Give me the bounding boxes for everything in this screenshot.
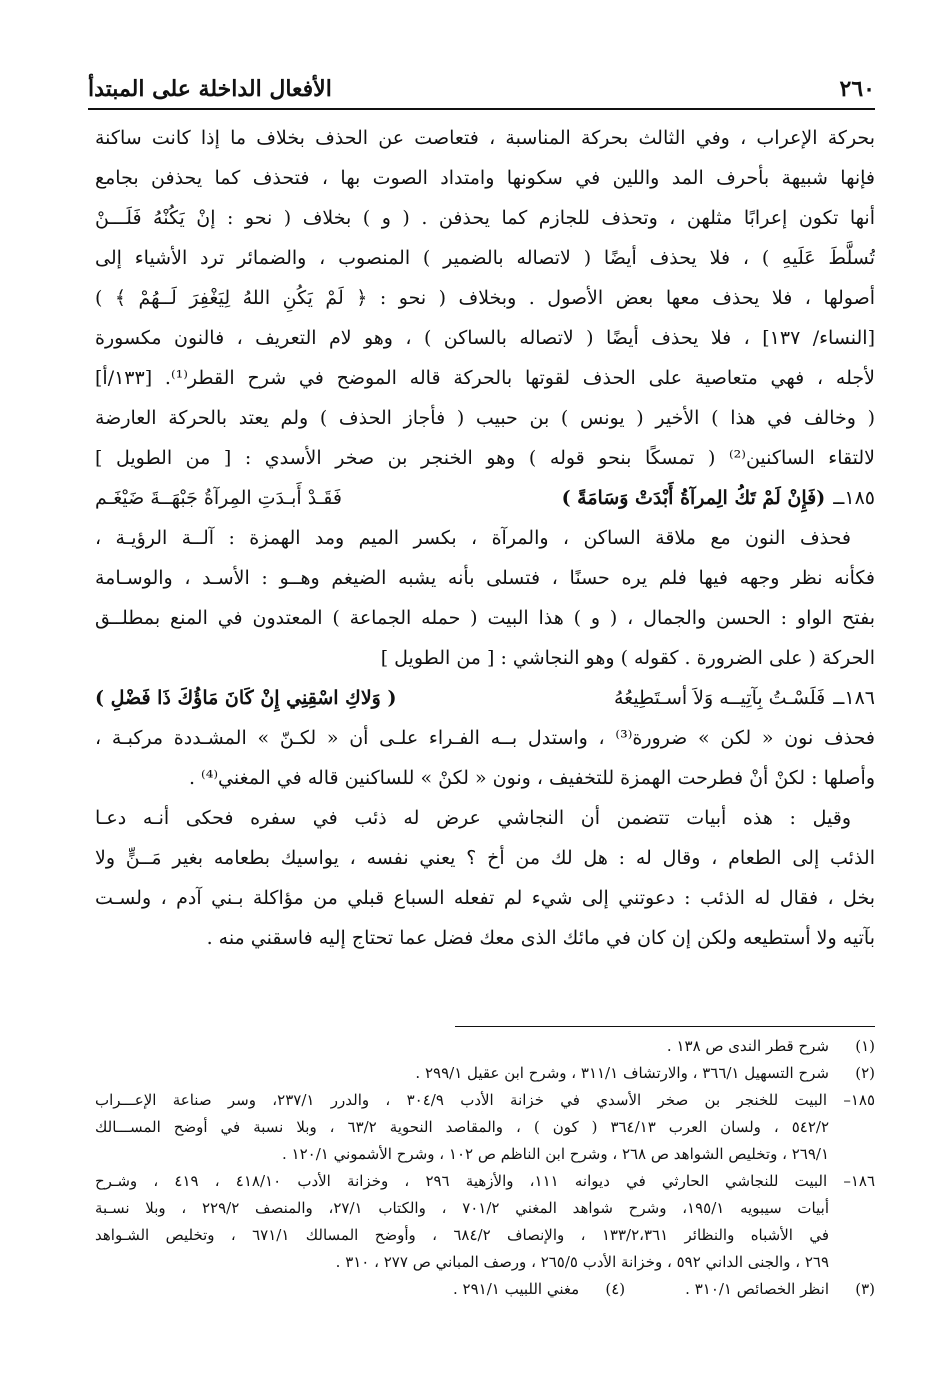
text-line: بآتيه ولا أستطيعه ولكن إن كان في مائك الذى معك فضل عما تحتاج إليه فاسقني منه . [206, 927, 875, 949]
footnote-line: في الأشباه والنظائر ١٣٣/٢،٣٦١ ، والإنصاف ٦٨٤/٢ ، وأوضح المسالك ٦٧١/١ ، وتخليص الشـواهد [95, 1226, 829, 1244]
footnote-rule [455, 1026, 875, 1027]
text-line: الذئب إلى الطعام ، وقال له : هل لك من أخ ؟ يعني نفسه ، يواسيك بطعامه بغير مَــنٍّ ولا [95, 847, 875, 869]
verse-first-hemistich: فَلَسْـتُ بِآتِيــه وَلاَ أسـتَطِيعُهُ [613, 687, 826, 709]
footnote-line: ٢٦٩/١ ، وتخليص الشواهد ص ٢٦٨ ، وشرح ابن الناظم ص ١٠٢ ، وشرح الأشموني ١٢٠/١ . [281, 1145, 829, 1163]
text-line: بفتح الواو : الحسن والجمال ، ( و ) هذا البيت ( حمله الجماعة ) المعتدون في المنع بمطلــق [95, 607, 875, 629]
footnote-4 [453, 1276, 625, 1303]
footnote-text: شرح قطر الندى ص ١٣٨ . [666, 1037, 829, 1055]
verse-number: ١٨٥ــ [833, 487, 875, 509]
text-line: أنها تكون إعرابًا مثلهن ، وتحذف للجازم كما يحذفن . ( و ) بخلاف ( نحو : إنْ يَكُنْهُ فَلَـــنْ [95, 207, 875, 229]
footnote-line: أبيات سيبويه ١٩٥/١، وشرح شواهد المغني ٧٠١/٢ ، والكتاب ٢٧/١، والمنصف ٢٢٩/٢ ، وبلا نسـبة [95, 1199, 829, 1217]
footnote-text: انظر الخصائص ٣١٠/١ . [685, 1280, 829, 1298]
text-line: أصولها ، فلا يحذف معها بعض الأصول . وبخلاف ( نحو : ﴿ لَمْ يَكُنِ اللهُ لِيَغْفِرَ لَــهُمْ ﴾ ) [95, 287, 875, 309]
running-title: الأفعال الداخلة على المبتدأ [88, 76, 332, 102]
text-line: لأجله ، فهي متعاصية على الحذف لقوتها بالحركة قاله الموضح في شرح القطر⁽¹⁾. [١٣٣/أ] [95, 367, 875, 389]
verse-first-hemistich: (فَإِنْ لَمْ تَكُ الِمرآةُ أَبْدَتْ وَسَامَةً ) [561, 487, 826, 509]
footnote-label: (٢) [855, 1064, 875, 1082]
text-line: ( وخالف في هذا ) الأخير ( يونس ) بن حبيب ( فأجاز الحذف ) ولم يعتد بالحركة العارضة [95, 407, 875, 429]
main-text [95, 118, 875, 958]
footnote-1 [95, 1033, 875, 1060]
text-line: بحركة الإعراب ، وفي الثالث بحركة المناسبة ، فتعاصت عن الحذف بخلاف ما إذا كانت ساكنة [95, 127, 875, 149]
text-line: تُسلَّطَ عَلَيهِ ) ، فلا يحذف أيضًا ( لاتصاله بالضمير ) المنصوب ، والضمائر ترد الأشياء إلى [95, 247, 875, 269]
footnote-2 [95, 1060, 875, 1087]
text-line: فكأنه نظر وجهه فيها فلم يره حسنًا ، فتسلى بأنه يشبه الضيغم وهــو : الأسـد ، والوسـامة [95, 567, 875, 589]
verse-185 [95, 478, 875, 518]
verse-186 [95, 678, 875, 718]
footnote-label: (١) [855, 1037, 875, 1055]
text-line: فحذف نون « لكن » ضرورة⁽³⁾ ، واستدل بــه الفـراء علـى أن « لكـنّ » المشـددة مركبـة ، [95, 727, 875, 749]
footnote-text: مغني اللبيب ٢٩١/١ . [453, 1280, 580, 1298]
text-line: وأصلها : لكنْ أنْ فطرحت الهمزة للتخفيف ، ونون « لكنْ » للساكنين قاله في المغني⁽⁴⁾ . [188, 767, 875, 789]
footnote-3 [685, 1276, 875, 1303]
footnote-text: شرح التسهيل ٣٦٦/١ ، والارتشاف ٣١١/١ ، وشرح ابن عقيل ٢٩٩/١ . [415, 1064, 829, 1082]
footnote-line: ١٨٥– البيت للخنجر بن صخر الأسدي في خزانة الأدب ٣٠٤/٩ ، والدرر ٢٣٧/١، وسر صناعة الإعـــراب [95, 1091, 875, 1109]
text-line: لالتقاء الساكنين⁽²⁾ ( تمسكًا بنحو قوله ) وهو الخنجر بن صخر الأسدي : [ من الطويل ] [95, 447, 875, 469]
header-rule [88, 108, 875, 110]
text-line: وقيل : هذه أبيات تتضمن أن النجاشي عرض له ذئب في سفره فحكى أنـه دعـا [95, 807, 851, 829]
text-line: بخل ، فقال له الذئب : دعوتني إلى شيء لم تفعله السباع قبلي من مؤاكلة بـني آدم ، ولسـت [95, 887, 875, 909]
text-line: فحذف النون مع ملاقة الساكن ، والمرآة ، بكسر الميم ومد الهمزة : آلــة الرؤيـة ، [95, 527, 851, 549]
footnote-label: (٤) [605, 1280, 626, 1298]
page-header [88, 72, 875, 106]
footnote-line: ١٨٦– البيت للنجاشي الحارثي في ديوانه ١١١، والأزهية ٢٩٦ ، وخزانة الأدب ٤١٨/١٠ ، ٤١٩ ، وشـرح [95, 1172, 875, 1190]
verse-number: ١٨٦ــ [833, 687, 875, 709]
footnote-3-4 [95, 1276, 875, 1303]
verse-second-hemistich: فَقَـدْ أَبـدَتِ المِرآةُ جَبْهَــةَ ضَيْغَـم [94, 487, 342, 509]
page-number: ٢٦٠ [839, 76, 875, 102]
footnote-line: ٥٤٢/٢ ، ولسان العرب ٣٦٤/١٣ ( كون ) ، والمقاصد النحوية ٦٣/٢ ، وبلا نسبة في أوضح المســـالك [95, 1118, 829, 1136]
footnote-line: ٢٦٩ ، والجنى الداني ٥٩٢ ، وخزانة الأدب ٢٦٥/٥ ، ورصف المباني ص ٢٧٧ ، ٣١٠ . [335, 1253, 829, 1271]
footnote-label: (٣) [855, 1280, 875, 1298]
text-line: فإنها شبيهة بأحرف المد واللين في سكونها وامتداد الصوت بها ، فتحذف كما يحذفن بجامع [95, 167, 875, 189]
text-line: [النساء/ ١٣٧] ، فلا يحذف أيضًا ( لاتصاله بالساكن ) ، وهو لام التعريف ، فالنون مكسورة [95, 327, 875, 349]
verse-second-hemistich: ( وَلاكِ اسْقِنِي إِنْ كَانَ مَاؤُكَ ذَا فَضْلِ ) [94, 687, 397, 709]
text-line: الحركة ( على الضرورة . كقوله ) وهو النجاشي : [ من الطويل ] [380, 647, 875, 669]
footnotes [95, 1033, 875, 1303]
